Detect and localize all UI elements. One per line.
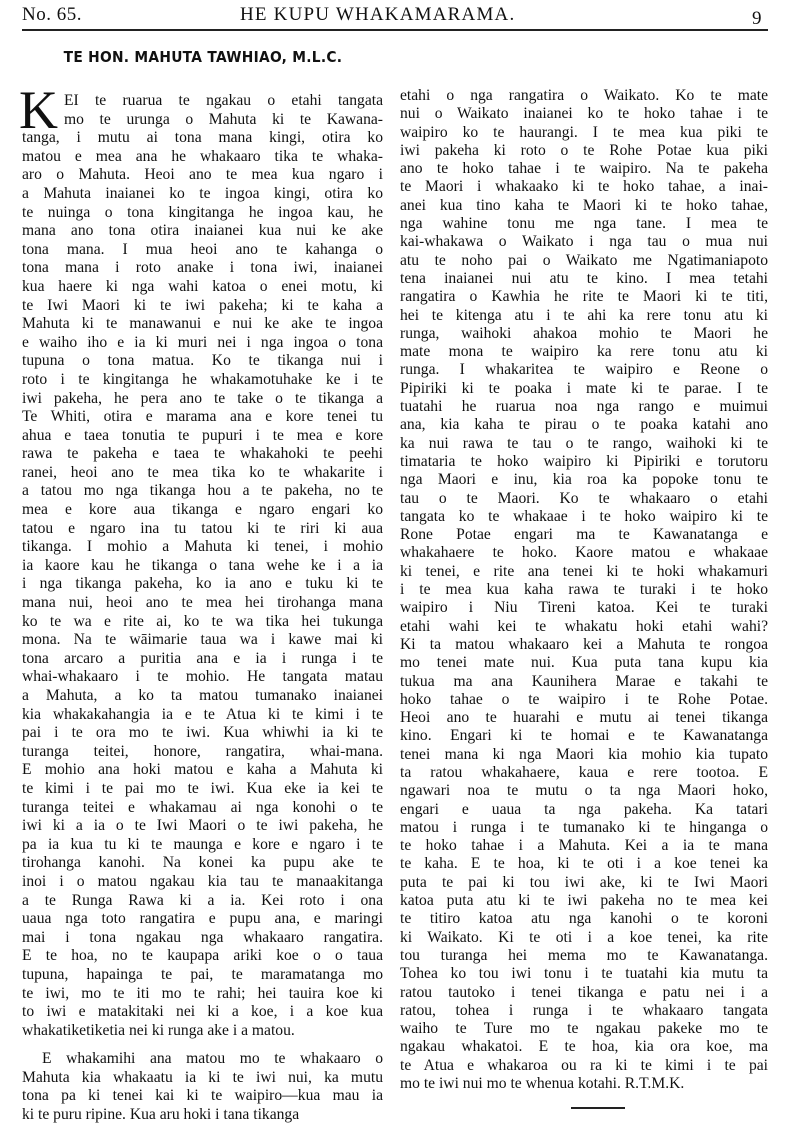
text-line: ranei, heoi ano te mea tika ko te whakarite i <box>22 463 383 481</box>
text-line: waiho te Ture mo te ngakau pakeke mo te <box>400 1020 768 1038</box>
text-line: Te Whiti, otira e marama ana e kore tenei tu <box>22 408 383 426</box>
text-line: Pipiriki ki te poaka i mate ki te parae. I te <box>400 379 768 397</box>
text-line: matou i runga i te tumanako ki te hinganga o <box>400 818 768 836</box>
text-line: te Iwi Maori ki te iwi pakeha; ki te kaha a <box>22 296 383 314</box>
text-line: ngakau whakatoi. E te hoa, kia ora koe, ma <box>400 1038 768 1056</box>
text-line: tirohanga kanohi. Na konei ka pupu ake te <box>22 854 383 872</box>
text-line: ahua e taea tonutia te pupuri i te mea e kore <box>22 426 383 444</box>
text-line: tangata ko te whakaae i te hoko waipiro ki te <box>400 507 768 525</box>
text-line: i te mea kua kaha rawa te turaki i te hoko <box>400 581 768 599</box>
right-column <box>400 87 768 1093</box>
text-line: mo tenei mate nui. Kua puta tana kupu kia <box>400 654 768 672</box>
text-line: tupuna, hapainga te pai, te maramatanga mo <box>22 965 383 983</box>
text-line: mana nui, heoi ano te mea hei tirohanga mana <box>22 594 383 612</box>
text-line: tikanga. I mohio a Mahuta ki tenei, i mohio <box>22 538 383 556</box>
text-line: te Atua e whakaroa ou ra ki te kimi i te pai <box>400 1056 768 1074</box>
text-line: turanga teitei e whakamau ai nga konohi o te <box>22 798 383 816</box>
text-line: Rone Potae engari ma te Kawanatanga e <box>400 526 768 544</box>
text-line: timataria te hoko waipiro ki Pipiriki e torutoru <box>400 452 768 470</box>
text-line: ka nui rawa te tau o te rango, waihoki ki te <box>400 434 768 452</box>
text-line: runga. I whakaritea te waipiro e Reone o <box>400 361 768 379</box>
text-line: kino. Engari ki te homai e te Kawanatanga <box>400 727 768 745</box>
running-head: HE KUPU WHAKAMARAMA. <box>240 4 516 25</box>
text-line: te titiro katoa atu nga kanohi o te koroni <box>400 910 768 928</box>
text-line: a Mahuta inaianei ko te ingoa kingi, otira ko <box>22 184 383 202</box>
text-line: nui o Waikato inaianei ko te hoko tahae i te <box>400 105 768 123</box>
text-line: ratou, tohea i runga i te whakaaro tangata <box>400 1001 768 1019</box>
text-line: whakatiketiketia nei ki runga ake i a matou. <box>22 1021 295 1039</box>
left-column <box>22 92 383 1125</box>
text-line: hoko tahae o te waipiro i te Rohe Potae. <box>400 690 768 708</box>
text-line: tatou e ngaro ina tu tatou ki te riri ki aua <box>22 519 383 537</box>
text-line: ko te wa e rite ai, ko te wa tika hei tukunga <box>22 612 383 630</box>
text-line: Tohea ko tou iwi tonu i te tuatahi kia mutu ta <box>400 965 768 983</box>
text-line: anei kua tino kaha te Maori ki te hoko tahae, <box>400 196 768 214</box>
text-line: pa ia kua tu ki te maunga e kore e ngaro i te <box>22 835 383 853</box>
text-line: atu te noho pai o Waikato me Ngatimaniapoto <box>400 251 768 269</box>
text-line: mo te urunga o Mahuta ki te Kawana- <box>64 110 383 128</box>
text-line: Heoi ano te huarahi e mutu ai tenei tikanga <box>400 709 768 727</box>
text-line: mea e kore aua tikanga e ngaro engari ko <box>22 501 383 519</box>
text-line: etahi wahi kei te whakatu hoki etahi wahi? <box>400 617 768 635</box>
text-line: rangatira o Kawhia he rite te Maori ki te titi, <box>400 288 768 306</box>
text-line: etahi o nga rangatira o Waikato. Ko te mate <box>400 87 768 104</box>
text-line: tukua ma ana Kaunihera Marae e takahi te <box>400 672 768 690</box>
text-line: runga, waihoki ahakoa mohio te Maori he <box>400 324 768 342</box>
text-line: ratou tautoko i tenei tikanga e patu nei i a <box>400 983 768 1001</box>
text-line: mana ano tona otira inaianei kua nui ke ake <box>22 222 383 240</box>
text-line: matou e mea ana he whakaaro tika te whaka- <box>22 147 383 165</box>
text-line: ki Waikato. Ki te oti i a koe tenei, ka rite <box>400 928 768 946</box>
text-line: tona mana i roto anake i tona iwi, inaianei <box>22 259 383 277</box>
text-line: a tatou mo nga tikanga hou a te pakeha, no te <box>22 482 383 500</box>
text-line: ia kaore kau he tikanga o tana wehe ke i a ia <box>22 556 383 574</box>
text-line: tona arcaro a puritia ana e ia i runga i te <box>22 649 383 667</box>
text-line: katoa puta atu ki te iwi pakeha no te mea kei <box>400 892 768 910</box>
text-line: roto i te kingitanga he whakamotuhake ke i te <box>22 370 383 388</box>
text-line: a Mahuta, a ko ta matou tumanako inaianei <box>22 687 383 704</box>
drop-cap: K <box>19 80 58 140</box>
text-line: hei te kitenga atu i te ahi ka rere tonu atu ki <box>400 306 768 324</box>
text-line: mona. Na te wāimarie taua wa i kawe mai ki <box>22 631 383 649</box>
text-line: E te hoa, no te kaupapa ariki koe o o taua <box>22 947 383 965</box>
text-line: te iwi, mo te iti mo te rahi; hei tauira koe ki <box>22 984 383 1002</box>
text-line: ngawari noa te mutu o ta nga Maori hoko, <box>400 782 768 800</box>
text-line: E whakamihi ana matou mo te whakaaro o <box>42 1050 383 1068</box>
text-line: nga wahine tonu me nga tane. I mea te <box>400 215 768 233</box>
page-number: 9 <box>752 8 762 29</box>
text-line: mai i tona ngakau nga whakaaro rangatira. <box>22 928 383 946</box>
text-line: aro o Mahuta. Heoi ano te mea kua ngaro i <box>22 166 383 184</box>
text-line: te kimi i te pai mo te iwi. Kua eke ia kei te <box>22 779 383 797</box>
text-line: iwi ki a ia o te Iwi Maori o te iwi pakeha, he <box>22 817 383 835</box>
text-line: te Maori i whakaako ki te hoko tahae, a inai- <box>400 178 768 196</box>
text-line: te hoko tahae i a Mahuta. Kei a ia te mana <box>400 837 768 855</box>
text-line: iwi pakeha ki roto o te Rohe Potae kua piki <box>400 141 768 159</box>
text-line: pai i te ora mo te iwi. Kua whiwhi ia ki te <box>22 724 383 742</box>
text-line: Mahuta kia whakaatu ia ki te iwi nui, ka mutu <box>22 1068 383 1086</box>
text-line: tona mana. I mua heoi ano te kahanga o <box>22 240 383 258</box>
text-line: tupuna o tona matua. Ko te tikanga nui i <box>22 352 383 370</box>
text-line: tanga, i mutu ai tona mana kingi, otira ko <box>22 129 383 147</box>
text-line: tau o te Maori. Ko te whakaaro o etahi <box>400 489 768 507</box>
text-line: mo te iwi nui mo te whenua kotahi. R.T.M.K. <box>400 1075 685 1093</box>
text-line: rawa te pakeha e taea te whakahoki te peehi <box>22 445 383 463</box>
text-line: uaua nga toto rangatira e pupu ana, e maringi <box>22 910 383 928</box>
article-title: TE HON. MAHUTA TAWHIAO, M.L.C. <box>63 48 343 66</box>
text-line: engari e uaua ta nga pakeha. Ka tatari <box>400 800 768 818</box>
text-line: i nga tikanga pakeha, ko ia ano e tuku ki te <box>22 575 383 593</box>
text-line: kia whakakahangia ia e te Atua ki te kimi i te <box>22 705 383 723</box>
text-line: te kaha. E te hoa, ki te oti i a koe tenei ka <box>400 855 768 873</box>
text-line: kai-whakawa o Waikato i nga tau o mua nui <box>400 233 768 251</box>
text-line: EI te ruarua te ngakau o etahi tangata <box>64 92 383 109</box>
text-line: te nuinga o tona kingitanga he ingoa kau, he <box>22 203 383 221</box>
text-line: whai-whakaaro i te mohio. He tangata matau <box>22 668 383 686</box>
header-rule <box>22 29 768 31</box>
text-line: iwi pakeha, he pera ano te take o te tikanga a <box>22 389 383 407</box>
text-line: tuatahi he ruarua noa nga rango e muimui <box>400 398 768 416</box>
issue-number: No. 65. <box>22 4 82 25</box>
article-end-divider <box>571 1107 625 1109</box>
text-line: nga Maori e inu, kia roa ka popoke tonu te <box>400 471 768 489</box>
text-line: tou turanga hei mema mo te Kawanatanga. <box>400 946 768 964</box>
text-line: ana, kia kaha te pirau o te poaka katahi ano <box>400 416 768 434</box>
text-line: waipiro ko te haurangi. I te mea kua piki te <box>400 123 768 141</box>
text-line: Mahuta ki te manawanui e nui ke ake te ingoa <box>22 315 383 333</box>
text-line: tenei mana ki nga Maori kia mohio kia tupato <box>400 745 768 763</box>
text-line: ki tenei, e rite ana tenei ki te hoki whakamuri <box>400 562 768 580</box>
text-line: a te Runga Rawa ki a ia. Kei roto i ona <box>22 891 383 909</box>
text-line: turanga teitei, honore, rangatira, whai-mana. <box>22 742 383 760</box>
text-line: ki te puru ripine. Kua aru hoki i tana tikanga <box>22 1106 300 1124</box>
text-line: E mohio ana hoki matou e kaha a Mahuta ki <box>22 761 383 779</box>
text-line: tona pa ki tenei kai ki te waipiro—kua mau ia <box>22 1087 383 1105</box>
text-line: ano te hoko tahae i te waipiro. Na te pakeha <box>400 160 768 178</box>
text-line: whakahaere te hoko. Kaore matou e whakaae <box>400 544 768 562</box>
text-line: tena inaianei nui atu te kino. I mea tetahi <box>400 269 768 287</box>
text-line: waipiro i Niu Tireni katoa. Kei te turaki <box>400 599 768 617</box>
text-line: Ki ta matou whakaaro kei a Mahuta te rongoa <box>400 635 768 653</box>
text-line: mate mona te waipiro ka rere tonu atu ki <box>400 343 768 361</box>
text-line: kua haere ki nga wahi katoa o enei motu, ki <box>22 277 383 295</box>
text-line: ta ratou whakahaere, kaua e rere tootoa. E <box>400 763 768 781</box>
text-line: to iwi e matakitaki nei ki a koe, i a koe kua <box>22 1003 383 1021</box>
text-line: puta te pai ki tou iwi ake, ki te Iwi Maori <box>400 873 768 891</box>
text-line: inoi i o matou ngakau kia tau te manaakitanga <box>22 872 383 890</box>
text-line: e waiho iho e ia ki muri nei i nga ingoa o tona <box>22 333 383 351</box>
